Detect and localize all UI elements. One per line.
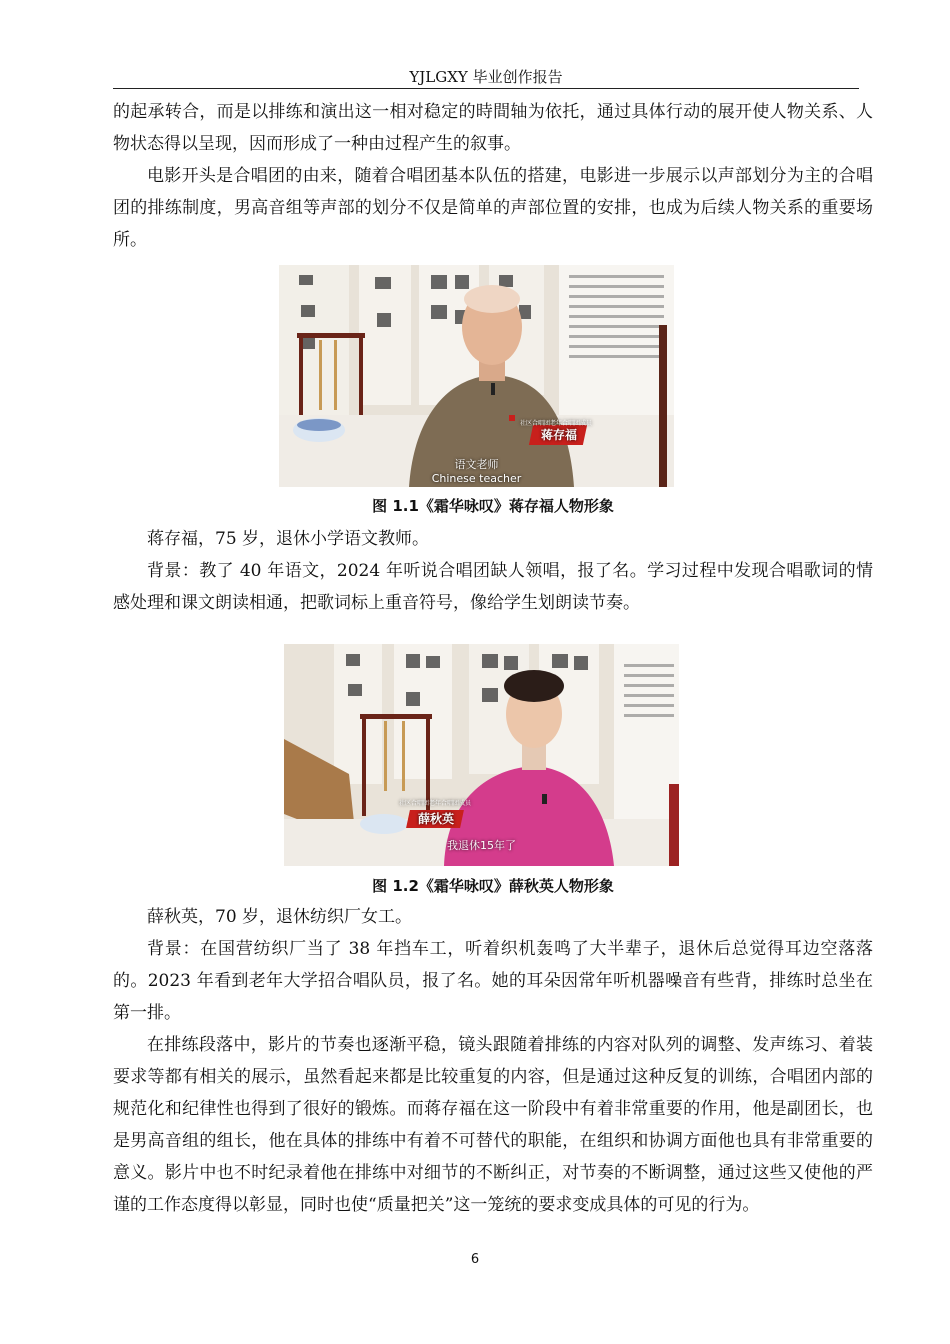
paragraph-rehearsal: 在排练段落中，影片的节奏也逐渐平稳，镜头跟随着排练的内容对队列的调整、发声练习、着装要求等都有相关的展示，虽然看起来都是比较重复的内容，但是通过这种反复的训练，合唱团内部的规范化和纪律性也得到了很好的锻炼。而蒋存福在这一阶段中有着非常重要的作用，他是副团长，也是男高音组的组长，他在具体的排练中有着不可替代的职能，在组织和协调方面他也具有非常重要的意义。影片中也不时纪录着他在排练中对细节的不断纠正，对节奏的不断调整，通过这些又使他的严谨的工作态度得以彰显，同时也使“质量把关”这一笼统的要求变成具体的可见的行为。 [113, 1035, 873, 1215]
portrait-xue-image [284, 644, 679, 866]
figure-1-caption: 图 1.1《霜华咏叹》蒋存福人物形象 [372, 497, 614, 515]
paragraph-jiang-background: 背景：教了 40 年语文，2024 年听说合唱团缺人领唱，报了名。学习过程中发现合唱歌词的情感处理和课文朗读相通，把歌词标上重音符号，像给学生划朗读节奏。 [113, 561, 873, 613]
page-header: YJLGXY 毕业创作报告 [113, 66, 859, 89]
name-tag-text-xue: 薛秋英 [417, 812, 454, 826]
page-number: 6 [470, 1252, 480, 1267]
paragraph-jiang-intro: 蒋存福，75 岁，退休小学语文教师。 [147, 529, 430, 549]
subtitle-cn-jiang: 语文老师 [454, 458, 499, 471]
portrait-jiang-image [279, 265, 674, 487]
subtitle-cn-xue: 我退休15年了 [447, 839, 516, 852]
paragraph-intro: 电影开头是合唱团的由来，随着合唱团基本队伍的搭建，电影进一步展示以声部划分为主的合唱团的排练制度，男高音组等声部的划分不仅是简单的声部位置的安排，也成为后续人物关系的重要场所。 [113, 166, 873, 250]
paragraph-xue-intro: 薛秋英，70 岁，退休纺织厂女工。 [147, 907, 413, 927]
subtitle-en-jiang: Chinese teacher [431, 472, 522, 485]
figure-1-photo [279, 265, 674, 487]
name-tag-affiliation-xue: 社区合唱团老年合唱团成员 [398, 800, 471, 807]
figure-2-photo [284, 644, 679, 866]
name-tag-affiliation-jiang: 社区合唱团老年合唱团成员 [519, 420, 592, 427]
name-tag-text-jiang: 蒋存福 [540, 428, 577, 442]
figure-2-caption: 图 1.2《霜华咏叹》薛秋英人物形象 [372, 877, 614, 895]
paragraph-xue-background: 背景：在国营纺织厂当了 38 年挡车工，听着织机轰鸣了大半辈子，退休后总觉得耳边空落落的。2023 年看到老年大学招合唱队员，报了名。她的耳朵因常年听机器噪音有些背，排练时总坐在第一排。 [113, 939, 873, 1023]
paragraph-continuation: 的起承转合，而是以排练和演出这一相对稳定的時間轴为依托，通过具体行动的展开使人物关系、人物状态得以呈现，因而形成了一种由过程产生的叙事。 [113, 102, 873, 154]
